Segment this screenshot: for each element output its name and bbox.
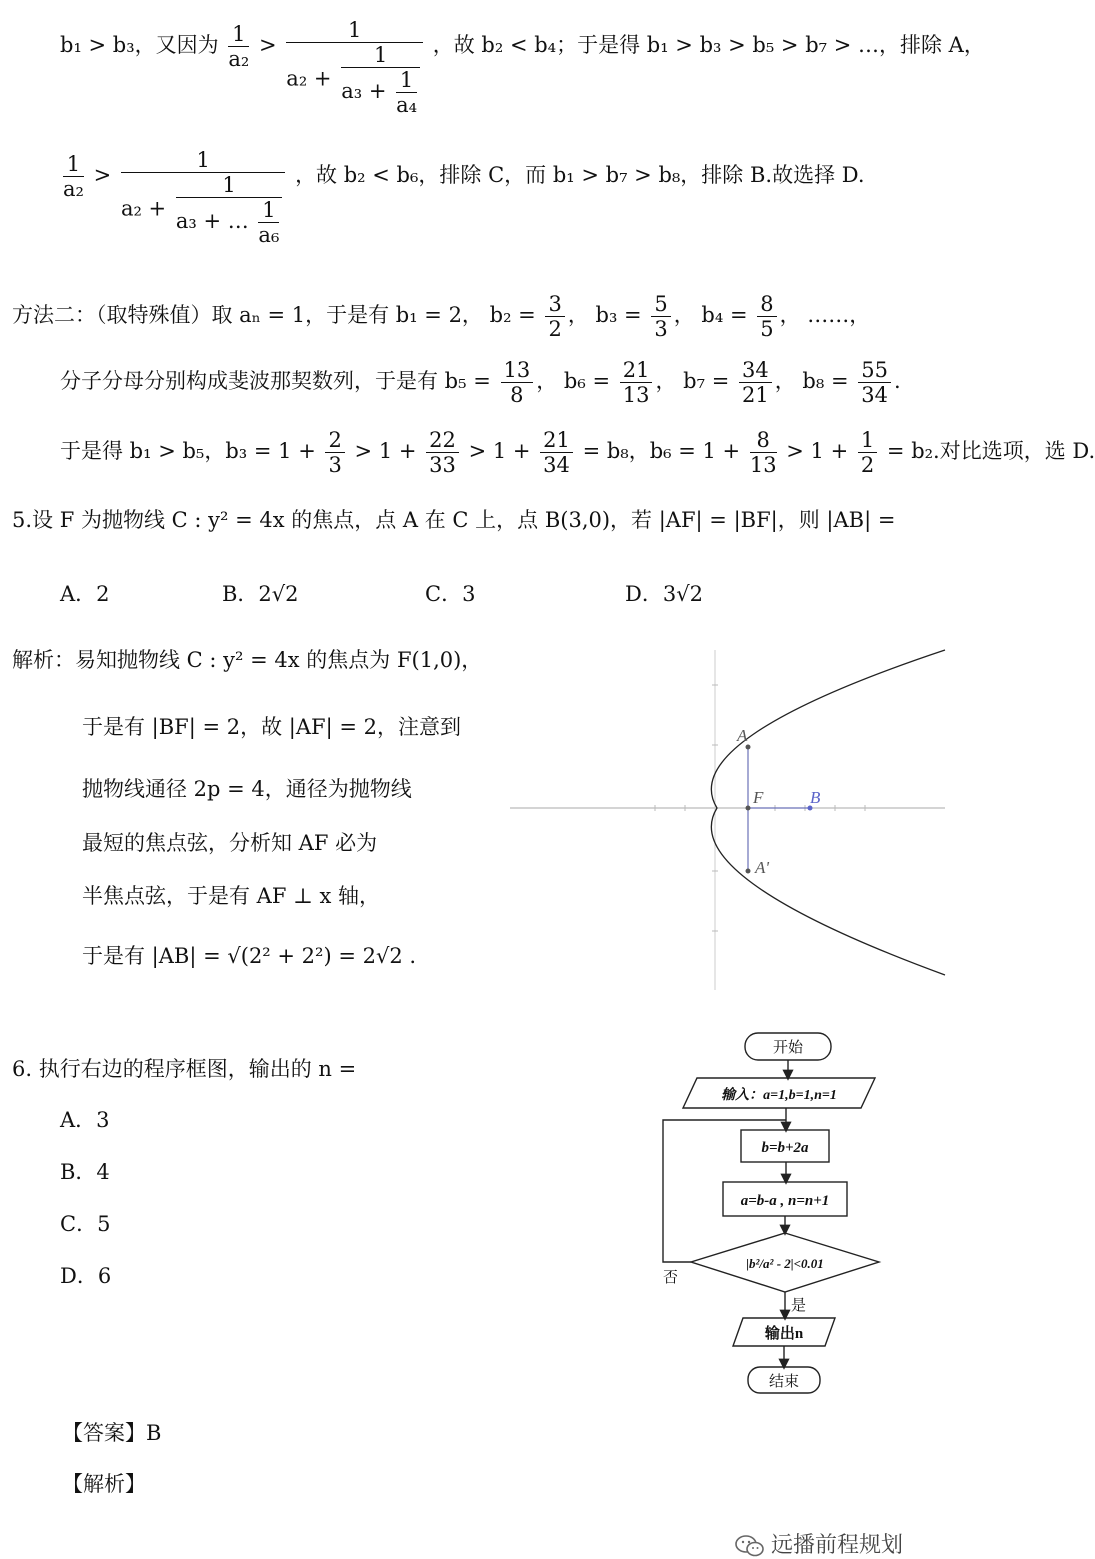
wechat-icon [735, 1534, 765, 1558]
conclusion-line: 于是得 b₁ > b₅，b₃ = 1 + $\frac{2}{3}$ > 1 + $\frac{22}{33}$ > 1 + $\frac{21}{34}$ = b₈，b₆ = 1 + $\frac{8}{13}$ > 1 + $\frac{1}{2}$ = b₂.对比选项，选 D. [60, 428, 1095, 478]
line-2: $\frac{1}{\text{a₂}}$ > 1 a₂ + 1 a₃ + … $\frac{1}{\text{a₆}}$ ，故 b₂ < b₆，排除 C，而 b₁ > b₇ > b₈，排除 B.故选择 D. [63, 148, 865, 248]
label-b: B [810, 788, 821, 807]
q5-option-a: A．2 [60, 582, 110, 606]
watermark [735, 1528, 903, 1559]
q6-stem: 6. 执行右边的程序框图，输出的 n = [12, 1057, 357, 1081]
flowchart [655, 1030, 890, 1400]
q5-option-d: D．3√2 [625, 582, 703, 606]
continued-fraction-a6: 1 a₂ + 1 a₃ + … $\frac{1}{\text{a₆}}$ [121, 148, 285, 248]
answer-line: 【答案】B [62, 1421, 162, 1445]
q6-option-b: B．4 [60, 1160, 110, 1184]
parabola-curve [711, 650, 945, 975]
q5-option-b: B．2√2 [222, 582, 299, 606]
continued-fraction-a4: 1 a₂ + 1 a₃ + $\frac{1}{\text{a₄}}$ [286, 18, 423, 118]
flow-cond-text: |b²/a² - 2|<0.01 [746, 1256, 824, 1271]
q5-solution-6: 于是有 |AB| = √(2² + 2²) = 2√2 . [82, 944, 417, 968]
q5-solution-3: 抛物线通径 2p = 4，通径为抛物线 [82, 777, 412, 801]
line-1-lead: b₁ > b₃，又因为 [60, 33, 219, 58]
flow-step1-text: b=b+2a [761, 1140, 809, 1156]
q5-solution-5: 半焦点弦，于是有 AF ⊥ x 轴， [82, 884, 381, 908]
label-f: F [753, 788, 764, 807]
q5-solution-1: 解析：易知抛物线 C : y² = 4x 的焦点为 F(1,0)， [12, 648, 483, 672]
q5-solution-4: 最短的焦点弦，分析知 AF 必为 [82, 831, 378, 855]
flow-step2-text: a=b-a , n=n+1 [740, 1193, 830, 1209]
q5-stem: 5.设 F 为抛物线 C : y² = 4x 的焦点，点 A 在 C 上，点 B(3,0)，若 |AF| = |BF|，则 |AB| = [12, 508, 896, 532]
line-2-tail: ，故 b₂ < b₆，排除 C，而 b₁ > b₇ > b₈，排除 B.故选择 D. [295, 163, 865, 188]
fibonacci-line: 分子分母分别构成斐波那契数列，于是有 b₅ = $\frac{13}{8}$ ， b₆ = $\frac{21}{13}$ ， b₇ = $\frac{34}{21}$ ， b₈ = $\frac{55}{34}$ . [60, 358, 901, 408]
line-1: b₁ > b₃，又因为 $\frac{1}{\text{a₂}}$ > 1 a₂ + 1 a₃ + $\frac{1}{\text{a₄}}$ ，故 b₂ < b₄；于是得 b₁ > b₃ > b₅ > b₇ > …，排除 A， [60, 18, 985, 118]
label-a: A [737, 726, 748, 745]
watermark-text: 远播前程规划 [771, 1533, 904, 1558]
label-a-prime: A' [755, 858, 770, 877]
fraction-1-over-a2: $\frac{1}{\text{a₂}}$ [228, 22, 250, 72]
q5-option-c: C．3 [425, 582, 476, 606]
q5-solution-2: 于是有 |BF| = 2，故 |AF| = 2，注意到 [82, 715, 462, 739]
fraction-1-over-a2-b: $\frac{1}{\text{a₂}}$ [63, 152, 84, 202]
q6-option-a: A．3 [60, 1108, 110, 1132]
flow-yes-label: 是 [791, 1298, 807, 1314]
flow-input-text: 输入：a=1,b=1,n=1 [721, 1088, 837, 1103]
flow-end-text: 结束 [768, 1374, 800, 1390]
analysis-heading: 【解析】 [62, 1472, 146, 1496]
flow-output-text: 输出n [764, 1326, 804, 1342]
q6-option-c: C．5 [60, 1212, 111, 1236]
line-1-mid: ，故 b₂ < b₄；于是得 b₁ > b₃ > b₅ > b₇ > …，排除 A， [432, 33, 985, 58]
method-2-line: 方法二：（取特殊值）取 aₙ = 1，于是有 b₁ = 2， b₂ = $\frac{3}{2}$ ， b₃ = $\frac{5}{3}$ ， b₄ = $\frac{8}{5}$ ， ……， [12, 292, 871, 342]
flow-start-text: 开始 [772, 1040, 804, 1056]
parabola-figure [505, 645, 945, 995]
q6-option-d: D．6 [60, 1264, 112, 1288]
flow-no-label: 否 [663, 1270, 679, 1286]
